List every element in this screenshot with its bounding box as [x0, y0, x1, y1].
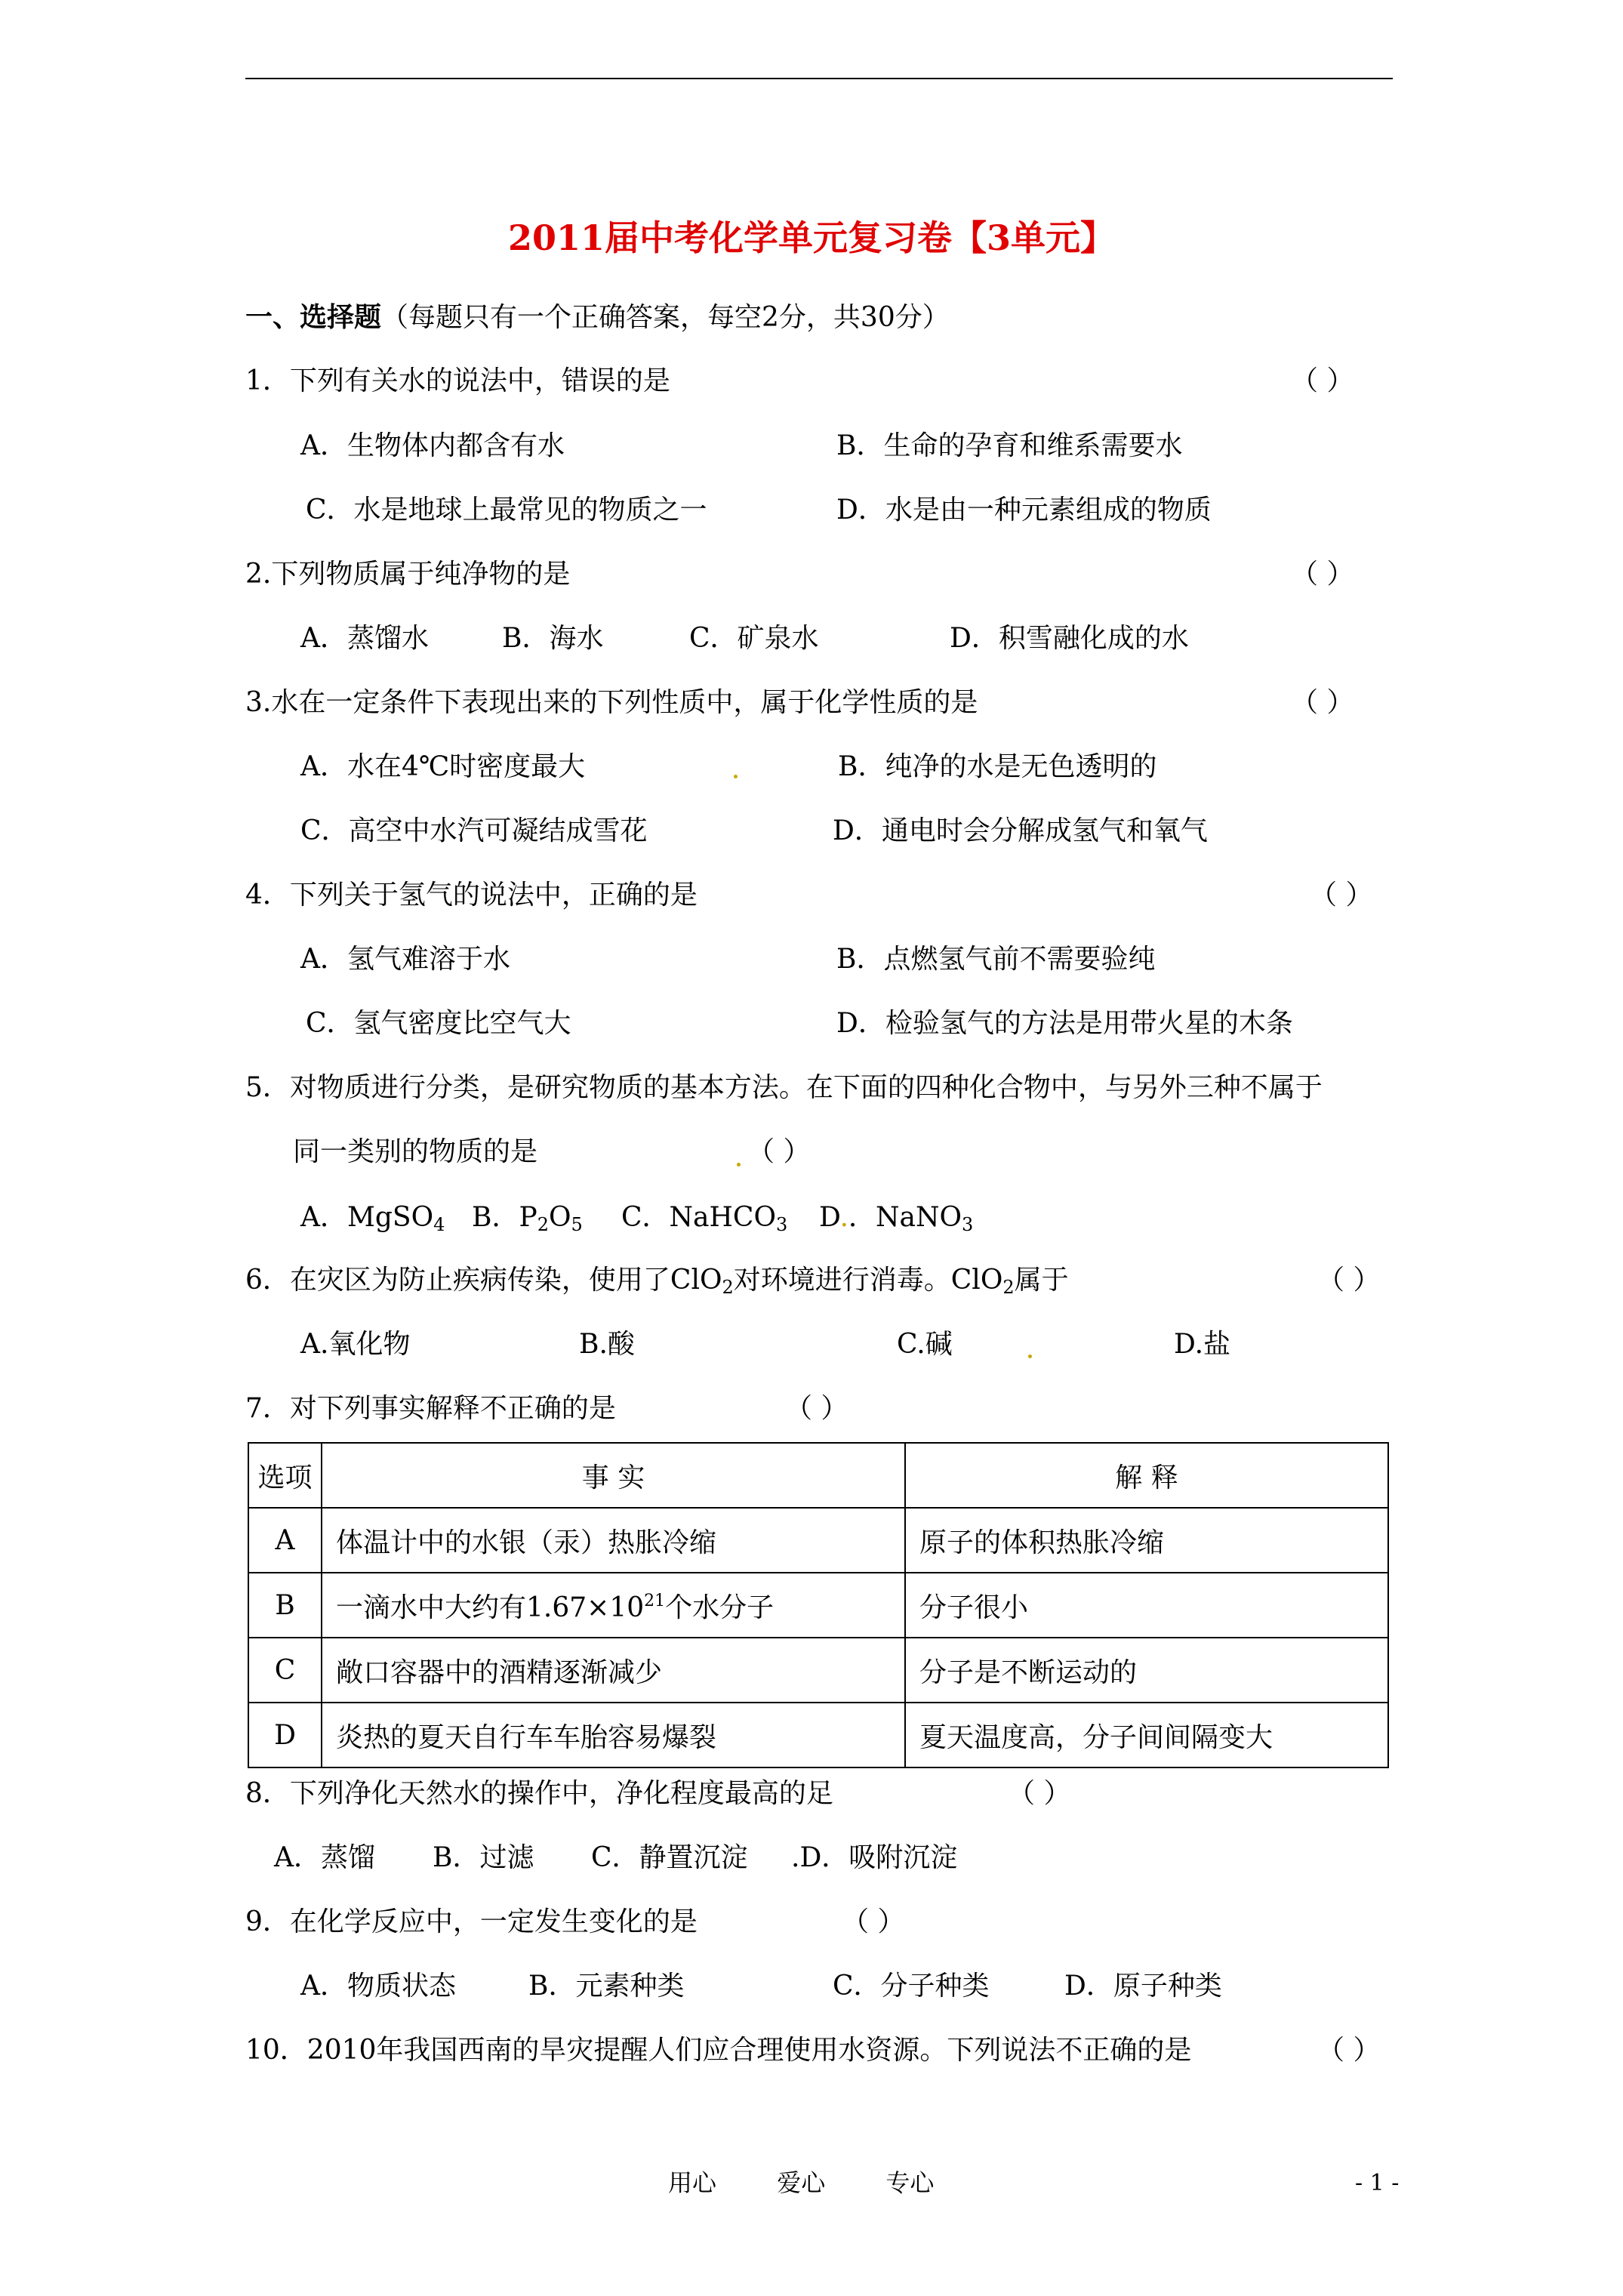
q3-option-d: D．通电时会分解成氢气和氧气	[833, 815, 1208, 846]
q5-stem: 5．对物质进行分类，是研究物质的基本方法。在下面的四种化合物中，与另外三种不属于	[245, 1072, 1323, 1103]
row-explanation: 原子的体积热胀冷缩	[905, 1508, 1388, 1573]
row-option: C	[248, 1638, 322, 1703]
q3-stem: 3.水在一定条件下表现出来的下列性质中，属于化学性质的是	[245, 687, 978, 718]
footer-item: 爱心	[777, 2168, 826, 2197]
q9-option-a: A．物质状态	[300, 1971, 456, 2002]
section-heading	[245, 301, 950, 333]
q10-stem: 10．2010年我国西南的旱灾提醒人们应合理使用水资源。下列说法不正确的是	[245, 2035, 1192, 2066]
q2-option-a: A．蒸馏水	[300, 623, 429, 654]
facts-table	[248, 1442, 1389, 1768]
q6-blank: （ ）	[1317, 1265, 1381, 1296]
q8-option-b: B．过滤	[433, 1842, 534, 1873]
q1-option-b: B．生命的孕育和维系需要水	[836, 430, 1183, 461]
row-fact: 敞口容器中的酒精逐渐减少	[322, 1638, 905, 1703]
table-row	[248, 1638, 1388, 1703]
footer-item: 用心	[668, 2168, 717, 2197]
q1-option-c: C．水是地球上最常见的物质之一	[306, 495, 707, 525]
q6-stem: 6．在灾区为防止疾病传染，使用了ClO$_2$对环境进行消毒。ClO$_2$属于	[245, 1265, 1069, 1298]
stray-dot	[1028, 1354, 1032, 1358]
q4-option-c: C．氢气密度比空气大	[306, 1008, 571, 1039]
q2-option-d: D．积雪融化成的水	[950, 623, 1189, 654]
footer-motto	[668, 2168, 987, 2197]
row-fact: 一滴水中大约有$1.67\times 10^{21}$个水分子	[322, 1573, 905, 1638]
table-header-fact: 事 实	[322, 1443, 905, 1508]
section-label: 一、选择题	[245, 301, 382, 333]
table-row	[248, 1703, 1388, 1767]
q9-blank: （ ）	[842, 1906, 905, 1937]
q9-option-b: B．元素种类	[528, 1971, 685, 2002]
page-number: - 1 -	[1355, 2170, 1400, 2196]
table-header-row	[248, 1443, 1388, 1508]
q7-blank: （ ）	[785, 1393, 848, 1424]
row-fact: 体温计中的水银（汞）热胀冷缩	[322, 1508, 905, 1573]
q5-option-c: C．NaHCO$_3$	[621, 1202, 788, 1235]
footer-item: 专心	[885, 2168, 935, 2197]
q5-stem-line2: 同一类别的物质的是	[293, 1136, 538, 1167]
q8-option-d: .D．吸附沉淀	[791, 1842, 958, 1873]
q9-stem: 9．在化学反应中，一定发生变化的是	[245, 1906, 698, 1937]
q5-option-a: A．MgSO$_4$	[300, 1202, 445, 1235]
q5-option-d: D.．NaNO$_3$	[819, 1202, 974, 1235]
row-fact: 炎热的夏天自行车车胎容易爆裂	[322, 1703, 905, 1767]
q3-option-b: B．纯净的水是无色透明的	[838, 751, 1157, 782]
stray-dot	[737, 1163, 741, 1166]
q4-blank: （ ）	[1310, 880, 1373, 911]
section-note: （每题只有一个正确答案，每空2分，共30分）	[381, 302, 950, 333]
table-header-explanation: 解 释	[905, 1443, 1388, 1508]
q8-option-c: C．静置沉淀	[591, 1842, 748, 1873]
q1-stem: 1．下列有关水的说法中，错误的是	[245, 365, 670, 396]
q6-option-d: D.盐	[1174, 1329, 1231, 1360]
q5-option-b: B．$P_2O_5$	[472, 1202, 583, 1235]
table-row	[248, 1573, 1388, 1638]
row-explanation: 夏天温度高，分子间间隔变大	[905, 1703, 1388, 1767]
q1-option-a: A．生物体内都含有水	[300, 430, 565, 461]
q5-blank: （ ）	[747, 1136, 811, 1167]
q1-option-d: D．水是由一种元素组成的物质	[836, 495, 1212, 525]
q3-option-a: A．水在4℃时密度最大	[300, 751, 586, 782]
q4-stem: 4．下列关于氢气的说法中，正确的是	[245, 880, 698, 911]
q7-stem: 7．对下列事实解释不正确的是	[245, 1393, 616, 1424]
q2-option-b: B．海水	[502, 623, 604, 654]
q8-blank: （ ）	[1008, 1778, 1071, 1809]
q2-blank: （ ）	[1291, 559, 1354, 590]
row-explanation: 分子是不断运动的	[905, 1638, 1388, 1703]
stray-dot	[734, 775, 738, 778]
table-row	[248, 1508, 1388, 1573]
page-title: 2011届中考化学单元复习卷【3单元】	[507, 217, 1116, 258]
q4-option-a: A．氢气难溶于水	[300, 944, 510, 975]
q3-blank: （ ）	[1291, 687, 1354, 718]
row-option: D	[248, 1703, 322, 1767]
q6-option-b: B.酸	[579, 1329, 635, 1360]
q8-stem: 8．下列净化天然水的操作中，净化程度最高的足	[245, 1778, 833, 1809]
q9-option-d: D．原子种类	[1064, 1971, 1222, 2002]
q6-option-a: A.氧化物	[300, 1329, 411, 1360]
q10-blank: （ ）	[1317, 2035, 1381, 2066]
row-option: A	[248, 1508, 322, 1573]
q2-option-c: C．矿泉水	[689, 623, 819, 654]
q3-option-c: C．高空中水汽可凝结成雪花	[300, 815, 648, 846]
row-explanation: 分子很小	[905, 1573, 1388, 1638]
q6-option-c: C.碱	[897, 1329, 953, 1360]
table-header-option: 选项	[248, 1443, 322, 1508]
q1-blank: （ ）	[1291, 365, 1354, 396]
q8-option-a: A．蒸馏	[274, 1842, 375, 1873]
q9-option-c: C．分子种类	[833, 1971, 990, 2002]
header-rule	[245, 78, 1393, 79]
q4-option-b: B．点燃氢气前不需要验纯	[836, 944, 1156, 975]
row-option: B	[248, 1573, 322, 1638]
q2-stem: 2.下列物质属于纯净物的是	[245, 559, 571, 590]
q4-option-d: D．检验氢气的方法是用带火星的木条	[836, 1008, 1293, 1039]
